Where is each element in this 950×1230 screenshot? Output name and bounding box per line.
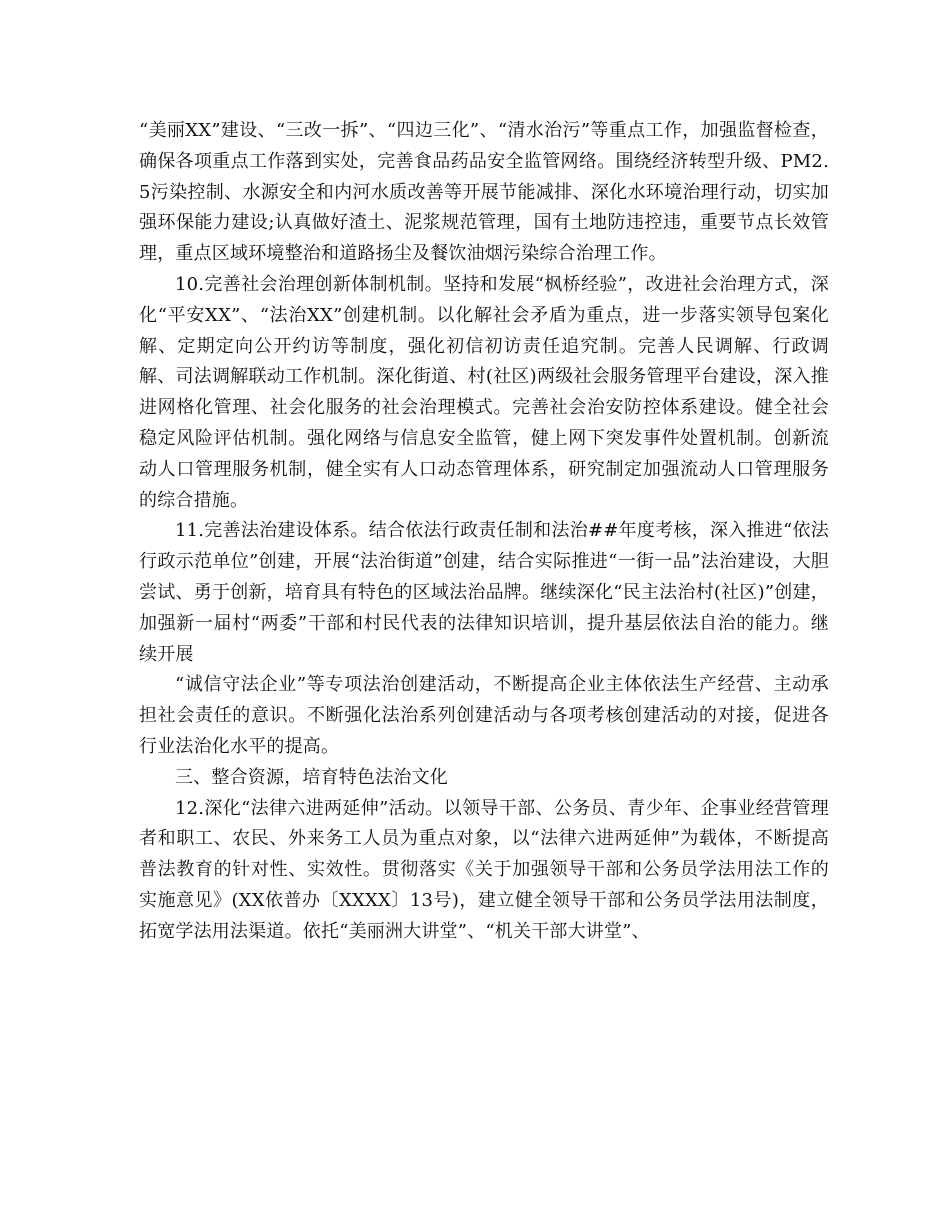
- paragraph-item-12: 12.深化“法律六进两延伸”活动。以领导干部、公务员、青少年、企事业经营管理者和职工、农民、外来务工人员为重点对象，以“法律六进两延伸”为载体，不断提高普法教育的针对性、实效性。贯彻落实《关于加强领导干部和公务员学法用法工作的实施意见》(XX依普办〔XXXX〕13号)，建立健全领导干部和公务员学法用法制度，拓宽学法用法渠道。依托“美丽洲大讲堂”、“机关干部大讲堂”、: [139, 797, 829, 942]
- section-heading-3: 三、整合资源，培育特色法治文化: [175, 766, 448, 788]
- document-body: [139, 116, 829, 948]
- paragraph-item-10: 10.完善社会治理创新体制机制。坚持和发展“枫桥经验”，改进社会治理方式，深化“平安XX”、“法治XX”创建机制。以化解社会矛盾为重点，进一步落实领导包案化解、定期定向公开约访等制度，强化初信初访责任追究制。完善人民调解、行政调解、司法调解联动工作机制。深化街道、村(社区)两级社会服务管理平台建设，深入推进网格化管理、社会化服务的社会治理模式。完善社会治安防控体系建设。健全社会稳定风险评估机制。强化网络与信息安全监管，健上网下突发事件处置机制。创新流动人口管理服务机制，健全实有人口动态管理体系，研究制定加强流动人口管理服务的综合措施。: [139, 273, 829, 511]
- paragraph-item-11: 11.完善法治建设体系。结合依法行政责任制和法治##年度考核，深入推进“依法行政示范单位”创建，开展“法治街道”创建，结合实际推进“一街一品”法治建设，大胆尝试、勇于创新，培育具有特色的区域法治品牌。继续深化“民主法治村(社区)”创建，加强新一届村“两委”干部和村民代表的法律知识培训，提升基层依法自治的能力。继续开展: [139, 520, 829, 665]
- paragraph-continuation: “美丽XX”建设、“三改一拆”、“四边三化”、“清水治污”等重点工作，加强监督检查，确保各项重点工作落到实处，完善食品药品安全监管网络。围绕经济转型升级、PM2.5污染控制、水源安全和内河水质改善等开展节能减排、深化水环境治理行动，切实加强环保能力建设;认真做好渣土、泥浆规范管理，国有土地防违控违，重要节点长效管理，重点区域环境整治和道路扬尘及餐饮油烟污染综合治理工作。: [139, 120, 829, 265]
- paragraph-item-11-continued: “诚信守法企业”等专项法治创建活动，不断提高企业主体依法生产经营、主动承担社会责任的意识。不断强化法治系列创建活动与各项考核创建活动的对接，促进各行业法治化水平的提高。: [139, 674, 829, 757]
